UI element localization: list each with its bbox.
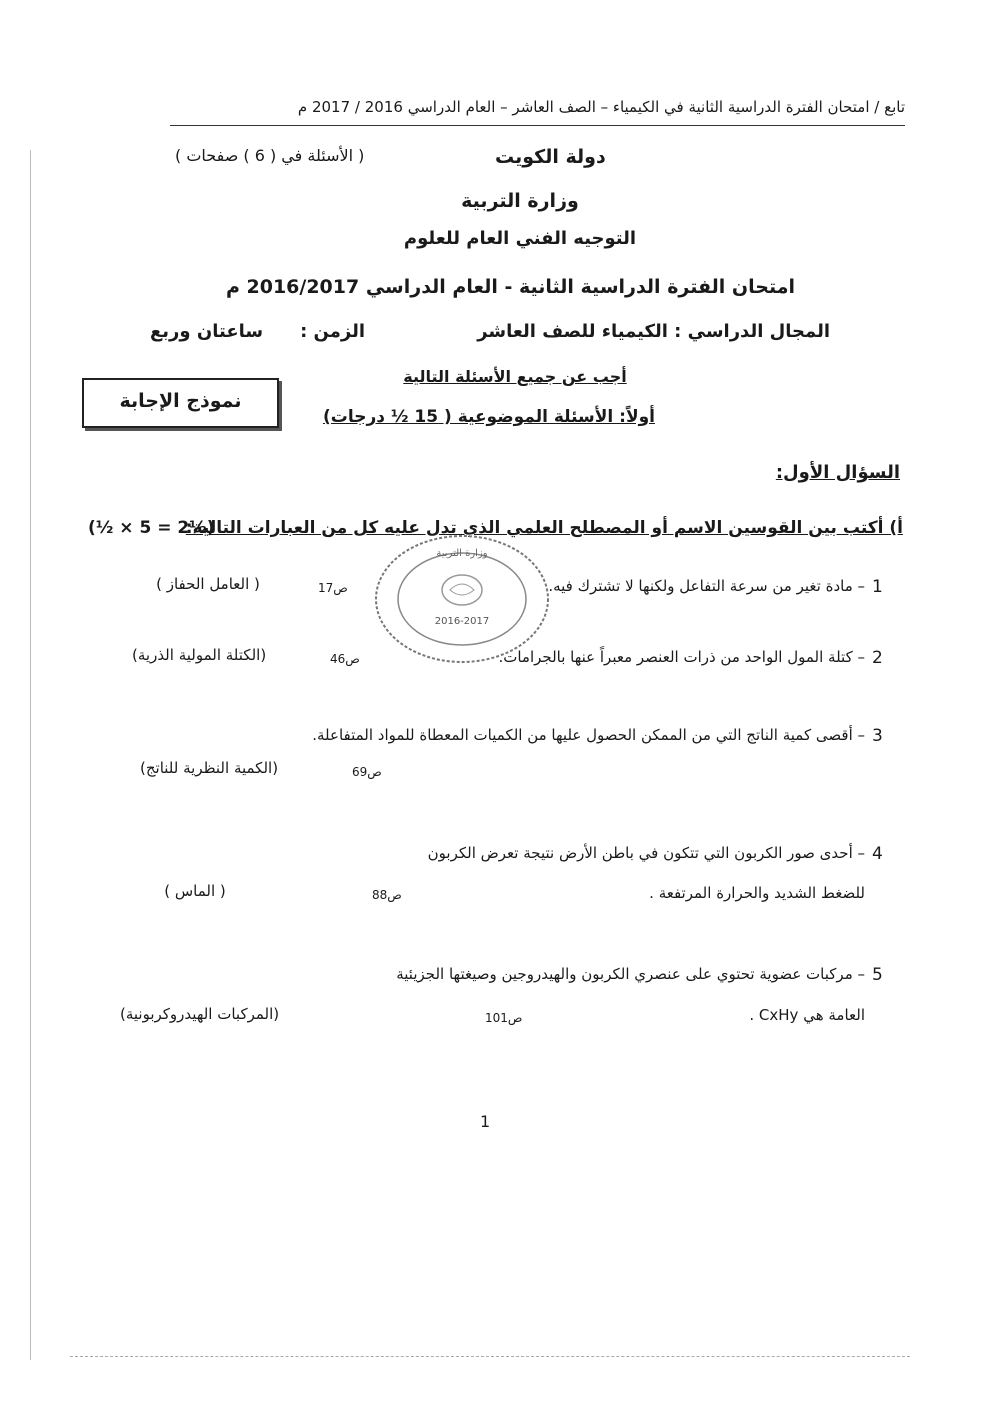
item-3-text: – أقصى كمية الناتج التي من الممكن الحصول عليها من الكميات المعطاة للمواد المتفاعلة.: [312, 726, 865, 744]
model-answer-box: [82, 378, 279, 428]
item-5-number: 5: [872, 965, 883, 985]
item-3-answer: (الكمية النظرية للناتج): [140, 759, 279, 777]
item-5-text-line2: العامة هي CxHy .: [749, 1006, 865, 1024]
item-2-answer: (الكتلة المولية الذرية): [132, 646, 267, 664]
pages-note: ( الأسئلة في ( 6 ) صفحات ): [175, 146, 365, 165]
header-rule: [170, 125, 905, 126]
page-number: 1: [480, 1112, 491, 1131]
subject: المجال الدراسي : الكيمياء للصف العاشر: [477, 321, 830, 342]
item-1-text: – مادة تغير من سرعة التفاعل ولكنها لا تشترك فيه.: [548, 577, 865, 595]
exam-title: امتحان الفترة الدراسية الثانية - العام الدراسي 2016/2017 م: [225, 276, 795, 298]
seal-ministry: وزارة التربية: [436, 548, 488, 559]
question1-title: السؤال الأول:: [775, 462, 900, 483]
seal-year: 2016-2017: [434, 616, 490, 627]
item-2-ref: ص46: [330, 652, 360, 666]
item-3-ref: ص69: [352, 765, 382, 779]
item-4-text: – أحدى صور الكربون التي تتكون في باطن الأرض نتيجة تعرض الكربون: [427, 844, 865, 862]
item-4-text-line2: للضغط الشديد والحرارة المرتفعة .: [649, 884, 865, 902]
footer-line: [70, 1356, 910, 1357]
item-4-ref: ص88: [372, 888, 402, 902]
item-1-number: 1: [872, 577, 883, 597]
country-name: دولة الكويت: [495, 146, 606, 168]
ministry-name: وزارة التربية: [461, 190, 579, 212]
item-1-answer: ( العامل الحفاز ): [156, 575, 260, 593]
item-2-text: – كتلة المول الواحد من ذرات العنصر معبراً عنها بالجرامات.: [498, 648, 865, 666]
objective-section-title: أولاً: الأسئلة الموضوعية ( 15 ½ درجات): [322, 407, 655, 427]
item-5-ref: ص101: [485, 1011, 523, 1025]
time-value: ساعتان وربع: [150, 321, 264, 342]
item-3-number: 3: [872, 726, 883, 746]
item-2-number: 2: [872, 648, 883, 668]
part-a-score: (½ × 5 = 2½): [88, 518, 215, 538]
item-5-text: – مركبات عضوية تحتوي على عنصري الكربون والهيدروجين وصيغتها الجزيئية: [396, 965, 865, 983]
item-1-ref: ص17: [318, 581, 348, 595]
guidance-name: التوجيه الفني العام للعلوم: [403, 228, 637, 249]
item-4-answer: ( الماس ): [164, 882, 226, 900]
part-a-text: أ) أكتب بين القوسين الاسم أو المصطلح العلمي الذي تدل عليه كل من العبارات التالية:: [185, 518, 903, 538]
official-seal: [372, 532, 552, 667]
item-5-answer: (المركبات الهيدروكربونية): [120, 1005, 280, 1023]
time-label: الزمن :: [300, 321, 365, 342]
item-4-number: 4: [872, 844, 883, 864]
page-header: تابع / امتحان الفترة الدراسية الثانية في الكيمياء – الصف العاشر – العام الدراسي 2016 / 2017 م: [297, 98, 905, 116]
left-margin-line: [30, 150, 31, 1360]
model-answer-label: نموذج الإجابة: [119, 390, 242, 412]
answer-all-instruction: أجب عن جميع الأسئلة التالية: [403, 367, 627, 386]
